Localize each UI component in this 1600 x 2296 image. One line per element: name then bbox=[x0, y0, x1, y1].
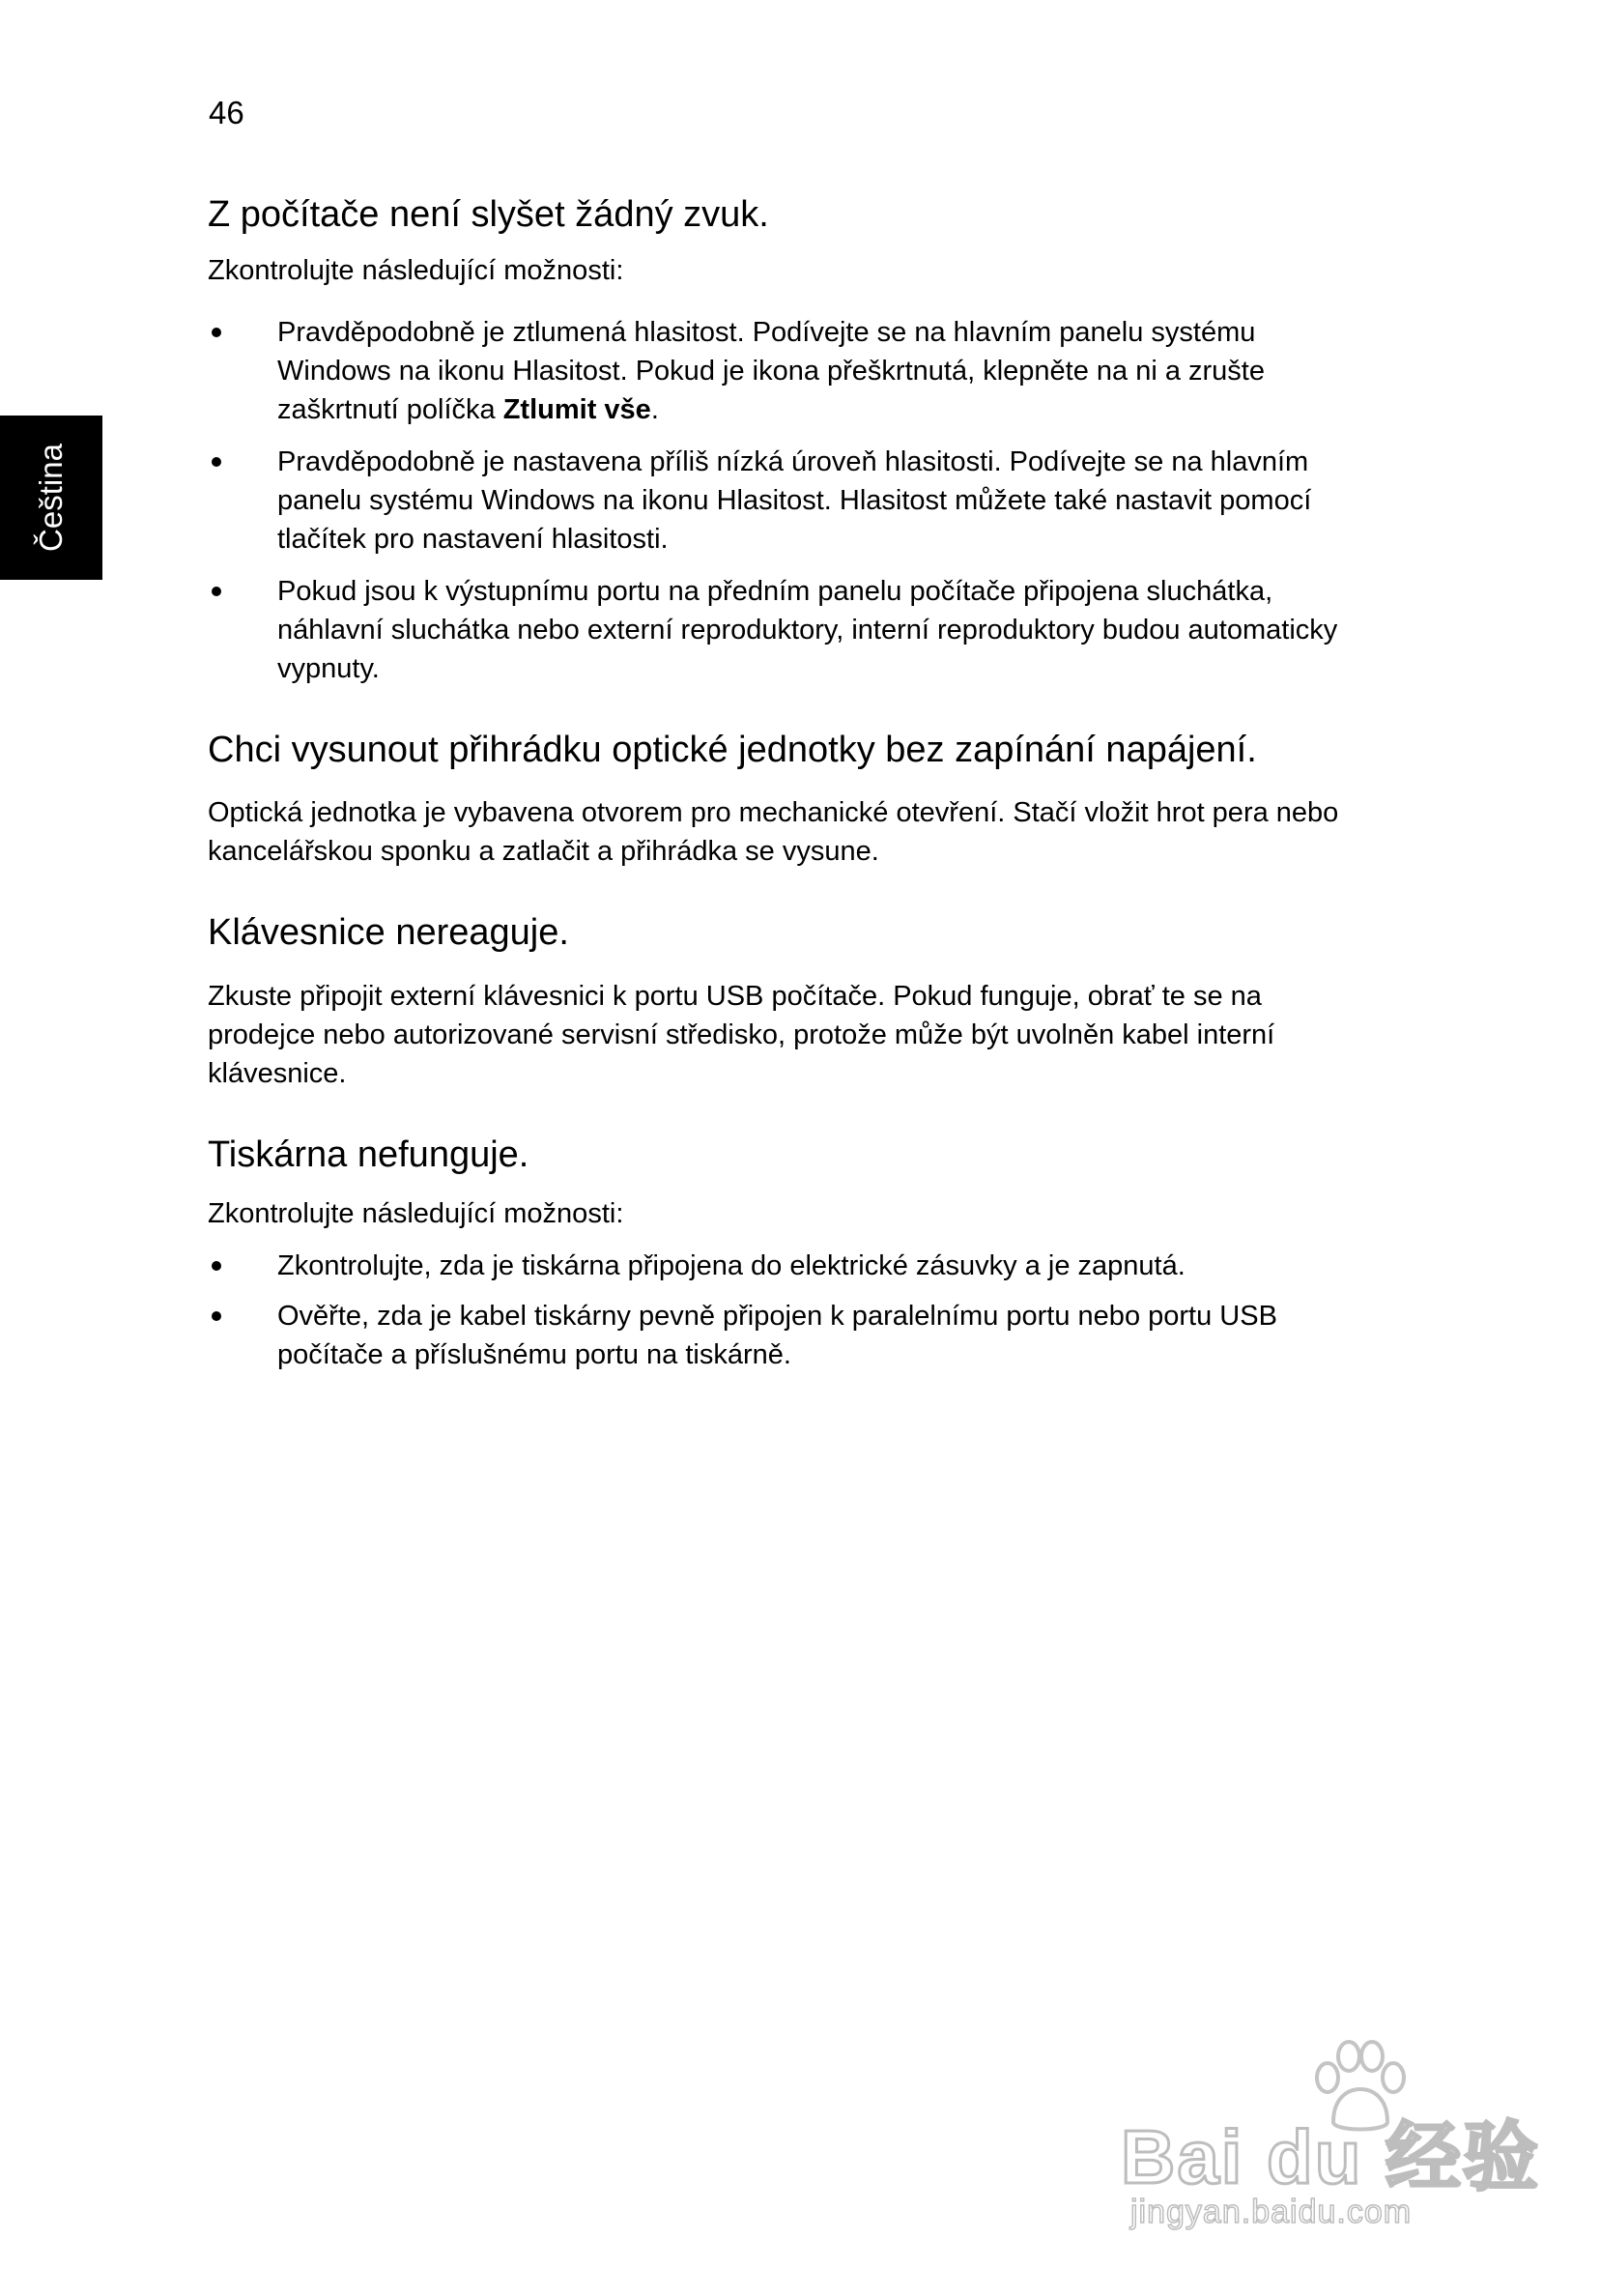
section-no-sound bbox=[208, 193, 1367, 688]
section-title: Chci vysunout přihrádku optické jednotky bez zapínání napájení. bbox=[208, 729, 1257, 770]
section-intro: Zkontrolujte následující možnosti: bbox=[208, 254, 624, 286]
language-tab bbox=[0, 416, 102, 580]
section-body: Optická jednotka je vybavena otvorem pro mechanické otevření. Stačí vložit hrot pera nebo kancelářskou sponku a zatlačit a přihrádka se vysune. bbox=[208, 797, 1339, 868]
section-printer bbox=[208, 1134, 1367, 1375]
language-tab-label: Čeština bbox=[33, 444, 69, 552]
list-item-text-end: . bbox=[650, 393, 659, 425]
section-title: Z počítače není slyšet žádný zvuk. bbox=[208, 194, 769, 235]
list-item bbox=[208, 1247, 1367, 1285]
section-body: Zkuste připojit externí klávesnici k portu USB počítače. Pokud funguje, obrať te se na prodejce nebo autorizované servisní středisko, protože může být uvolněn kabel interní klávesnice. bbox=[208, 980, 1275, 1089]
page-number: 46 bbox=[209, 95, 244, 130]
bullet-list bbox=[208, 313, 1367, 688]
bullet-icon bbox=[212, 587, 221, 596]
section-title: Klávesnice nereaguje. bbox=[208, 912, 569, 954]
bullet-icon bbox=[212, 1261, 221, 1271]
list-item bbox=[208, 443, 1367, 559]
bullet-icon bbox=[212, 457, 221, 467]
section-intro: Zkontrolujte následující možnosti: bbox=[208, 1198, 624, 1230]
bullet-list bbox=[208, 1247, 1367, 1374]
list-item-text: Zkontrolujte, zda je tiskárna připojena do elektrické zásuvky a je zapnutá. bbox=[277, 1250, 1186, 1282]
list-item-bold-text: Ztlumit vše bbox=[502, 393, 651, 425]
section-keyboard bbox=[208, 911, 1367, 1093]
watermark-logo-text: Bai du 经验 bbox=[1121, 2114, 1541, 2199]
bullet-icon bbox=[212, 1311, 221, 1321]
list-item bbox=[208, 1297, 1367, 1374]
baidu-watermark bbox=[1121, 2039, 1541, 2232]
list-item-text: Ověřte, zda je kabel tiskárny pevně připojen k paralelnímu portu nebo portu USB počítače a příslušnému portu na tiskárně. bbox=[277, 1301, 1277, 1371]
bullet-icon bbox=[212, 328, 221, 337]
watermark-url: jingyan.baidu.com bbox=[1130, 2194, 1413, 2230]
list-item bbox=[208, 572, 1367, 688]
section-optical-drive bbox=[208, 729, 1367, 872]
list-item-text: Pravděpodobně je ztlumená hlasitost. Podívejte se na hlavním panelu systému Windows na ikonu Hlasitost. Pokud je ikona přeškrtnutá, klepněte na ni a zrušte zaškrtnutí políčka bbox=[277, 316, 1265, 425]
document-body bbox=[208, 193, 1367, 1374]
list-item bbox=[208, 313, 1367, 429]
list-item-text: Pokud jsou k výstupnímu portu na předním panelu počítače připojena sluchátka, náhlavní sluchátka nebo externí reproduktory, interní reproduktory budou automaticky vypnuty. bbox=[277, 575, 1338, 684]
section-title: Tiskárna nefunguje. bbox=[208, 1134, 529, 1175]
list-item-text: Pravděpodobně je nastavena příliš nízká úroveň hlasitosti. Podívejte se na hlavním panelu systému Windows na ikonu Hlasitost. Hlasitost můžete také nastavit pomocí tlačítek pro nastavení hlasitosti. bbox=[277, 445, 1312, 555]
